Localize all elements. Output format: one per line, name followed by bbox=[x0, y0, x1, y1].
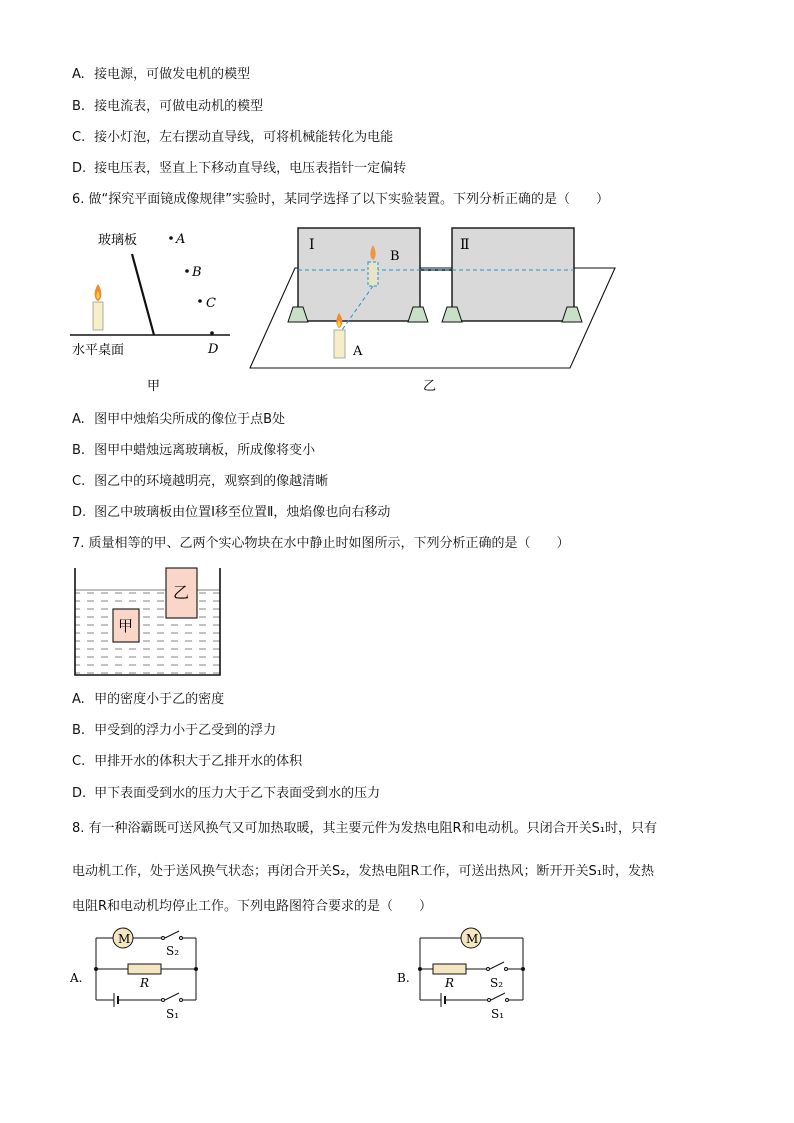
q7-option-c bbox=[72, 753, 302, 771]
q6-option-a bbox=[72, 411, 285, 429]
motor-label: M bbox=[466, 932, 479, 946]
option-letter: B. bbox=[72, 443, 86, 458]
candle-a-label: A bbox=[353, 344, 363, 359]
switch-s2-label: S₂ bbox=[490, 976, 504, 990]
option-text: 甲受到的浮力小于乙受到的浮力 bbox=[94, 723, 277, 738]
switch-s1-label: S₁ bbox=[166, 1007, 180, 1021]
point-c bbox=[198, 299, 202, 303]
switch-s2 bbox=[490, 962, 504, 969]
candle-b-label: B bbox=[390, 249, 400, 264]
option-text: 图乙中玻璃板由位置Ⅰ移至位置Ⅱ，烛焰像也向右移动 bbox=[94, 505, 391, 520]
circuit-a bbox=[68, 925, 208, 1025]
q8-stem-line1: 8. 有一种浴霸既可送风换气又可加热取暖，其主要元件为发热电阻R和电动机。只闭合开关S₁时，只有 bbox=[72, 821, 658, 836]
position-2-label: Ⅱ bbox=[460, 237, 470, 253]
resistor-label: R bbox=[140, 976, 150, 990]
circuit-b-option: B. bbox=[397, 971, 410, 985]
q6-figure-jia bbox=[60, 222, 245, 397]
candle-icon bbox=[93, 302, 103, 330]
option-text: 图甲中蜡烛远离玻璃板，所成像将变小 bbox=[94, 443, 316, 458]
caption-jia: 甲 bbox=[147, 379, 161, 394]
option-letter: C. bbox=[72, 474, 86, 489]
q5-option-a bbox=[72, 66, 250, 84]
option-letter: D. bbox=[72, 505, 87, 520]
switch-s1-label: S₁ bbox=[491, 1007, 505, 1021]
glass-position-2 bbox=[452, 228, 574, 321]
option-letter: A. bbox=[72, 67, 85, 82]
glass-plate bbox=[132, 254, 154, 335]
option-text: 接电流表，可做电动机的模型 bbox=[94, 99, 264, 114]
resistor-label: R bbox=[445, 976, 455, 990]
switch-s2 bbox=[165, 931, 179, 938]
circuit-b bbox=[395, 925, 535, 1025]
point-d bbox=[210, 331, 214, 335]
option-letter: D. bbox=[72, 786, 87, 801]
option-letter: B. bbox=[72, 723, 86, 738]
option-letter: D. bbox=[72, 161, 87, 176]
option-text: 图乙中的环境越明亮，观察到的像越清晰 bbox=[94, 474, 329, 489]
point-b-label: B bbox=[192, 265, 202, 280]
q8-stem-line3: 电阻R和电动机均停止工作。下列电路图符合要求的是（ ） bbox=[72, 899, 433, 914]
q6-option-c bbox=[72, 473, 328, 491]
resistor-icon bbox=[128, 964, 161, 974]
option-text: 甲的密度小于乙的密度 bbox=[94, 692, 225, 707]
switch-s2-label: S₂ bbox=[166, 944, 180, 958]
option-letter: A. bbox=[72, 692, 85, 707]
option-letter: A. bbox=[72, 412, 85, 427]
point-d-label: D bbox=[208, 342, 219, 357]
water bbox=[75, 590, 220, 674]
candle-a-icon bbox=[334, 330, 345, 358]
q5-option-b bbox=[72, 98, 263, 116]
position-1-label: Ⅰ bbox=[309, 237, 315, 253]
caption-yi: 乙 bbox=[423, 379, 437, 394]
option-text: 接电源，可做发电机的模型 bbox=[94, 67, 251, 82]
q6-figure-yi bbox=[245, 222, 625, 397]
glass-plate-label: 玻璃板 bbox=[98, 233, 138, 248]
q6-stem: 6. 做“探究平面镜成像规律”实验时，某同学选择了以下实验装置。下列分析正确的是（ ） bbox=[72, 192, 610, 207]
switch-s1 bbox=[165, 993, 179, 1000]
q6-option-b bbox=[72, 442, 315, 460]
option-letter: B. bbox=[72, 99, 86, 114]
q7-option-b bbox=[72, 722, 276, 740]
point-b bbox=[185, 269, 189, 273]
glass-position-1 bbox=[298, 228, 420, 321]
point-a bbox=[169, 236, 173, 240]
q7-option-d bbox=[72, 785, 380, 803]
option-letter: C. bbox=[72, 130, 86, 145]
option-text: 甲排开水的体积大于乙排开水的体积 bbox=[94, 754, 303, 769]
motor-label: M bbox=[118, 932, 131, 946]
q7-figure bbox=[72, 565, 224, 680]
q5-option-d bbox=[72, 160, 406, 178]
block-jia-label: 甲 bbox=[118, 617, 134, 635]
point-a-label: A bbox=[176, 232, 186, 247]
q8-stem-line2: 电动机工作，处于送风换气状态；再闭合开关S₂，发热电阻R工作，可送出热风；断开开关S₁时，发热 bbox=[72, 864, 654, 879]
candle-b-icon bbox=[368, 262, 378, 286]
option-text: 图甲中烛焰尖所成的像位于点B处 bbox=[94, 412, 286, 427]
resistor-icon bbox=[433, 964, 466, 974]
option-letter: C. bbox=[72, 754, 86, 769]
q6-option-d bbox=[72, 504, 390, 522]
switch-s1 bbox=[491, 993, 505, 1000]
option-text: 接小灯泡，左右摆动直导线，可将机械能转化为电能 bbox=[94, 130, 394, 145]
block-yi-label: 乙 bbox=[173, 583, 190, 602]
q5-option-c bbox=[72, 129, 393, 147]
point-c-label: C bbox=[206, 296, 216, 311]
q7-stem: 7. 质量相等的甲、乙两个实心物块在水中静止时如图所示，下列分析正确的是（ ） bbox=[72, 536, 570, 551]
option-text: 接电压表，竖直上下移动直导线，电压表指针一定偏转 bbox=[94, 161, 407, 176]
circuit-a-option: A. bbox=[70, 971, 83, 985]
option-text: 甲下表面受到水的压力大于乙下表面受到水的压力 bbox=[94, 786, 381, 801]
table-label: 水平桌面 bbox=[72, 343, 125, 358]
q7-option-a bbox=[72, 691, 224, 709]
